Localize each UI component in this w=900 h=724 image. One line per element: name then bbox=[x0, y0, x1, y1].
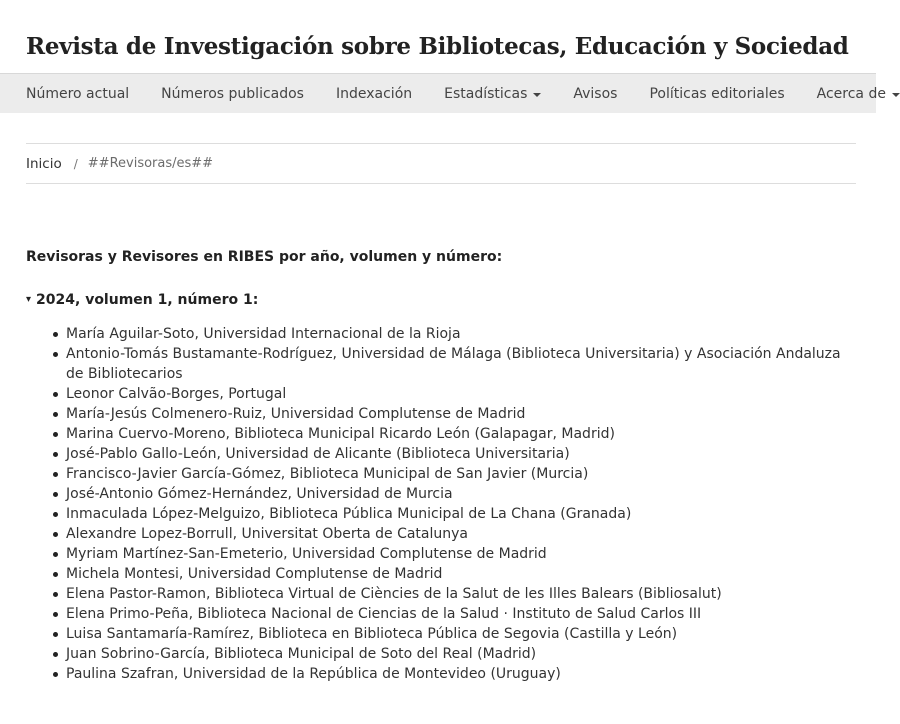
nav-item-acerca-de[interactable]: Acerca de bbox=[817, 86, 900, 102]
nav-list bbox=[26, 74, 900, 113]
year-section-title: 2024, volumen 1, número 1: bbox=[36, 292, 259, 308]
reviewer-item: María-Jesús Colmenero-Ruiz, Universidad Complutense de Madrid bbox=[66, 404, 856, 424]
nav-item-estadisticas[interactable]: Estadísticas bbox=[444, 86, 541, 102]
reviewer-item: Paulina Szafran, Universidad de la República de Montevideo (Uruguay) bbox=[66, 664, 856, 684]
expanded-triangle-icon: ▾ bbox=[26, 294, 32, 305]
page-intro: Revisoras y Revisores en RIBES por año, volumen y número: bbox=[26, 249, 503, 265]
reviewer-item: María Aguilar-Soto, Universidad Internacional de la Rioja bbox=[66, 324, 856, 344]
breadcrumb-current: ##Revisoras/es## bbox=[87, 156, 214, 171]
caret-down-icon bbox=[892, 93, 900, 97]
reviewer-item: Leonor Calvão-Borges, Portugal bbox=[66, 384, 856, 404]
main-nav bbox=[0, 73, 886, 113]
year-section bbox=[26, 290, 856, 684]
reviewer-item: Francisco-Javier García-Gómez, Biblioteca Municipal de San Javier (Murcia) bbox=[66, 464, 856, 484]
reviewer-item: José-Antonio Gómez-Hernández, Universidad de Murcia bbox=[66, 484, 856, 504]
reviewer-item: Luisa Santamaría-Ramírez, Biblioteca en Biblioteca Pública de Segovia (Castilla y León) bbox=[66, 624, 856, 644]
nav-item-numero-actual[interactable]: Número actual bbox=[26, 85, 130, 102]
site-header bbox=[0, 0, 876, 72]
reviewer-list bbox=[26, 324, 856, 684]
reviewer-item: Elena Pastor-Ramon, Biblioteca Virtual de Ciències de la Salut de les Illes Balears (Bibliosalut) bbox=[66, 584, 856, 604]
nav-item-numeros-publicados[interactable]: Números publicados bbox=[161, 85, 304, 102]
nav-item-avisos[interactable]: Avisos bbox=[573, 85, 618, 102]
reviewer-item: Myriam Martínez-San-Emeterio, Universidad Complutense de Madrid bbox=[66, 544, 856, 564]
reviewer-item: Alexandre Lopez-Borrull, Universitat Oberta de Catalunya bbox=[66, 524, 856, 544]
year-section-toggle[interactable] bbox=[26, 290, 856, 310]
site-title[interactable]: Revista de Investigación sobre Bibliotecas, Educación y Sociedad bbox=[26, 33, 849, 60]
page-content bbox=[26, 247, 856, 684]
reviewer-item: Michela Montesi, Universidad Complutense de Madrid bbox=[66, 564, 856, 584]
reviewer-item: Juan Sobrino-García, Biblioteca Municipal de Soto del Real (Madrid) bbox=[66, 644, 856, 664]
reviewer-item: Elena Primo-Peña, Biblioteca Nacional de Ciencias de la Salud · Instituto de Salud Carlos III bbox=[66, 604, 856, 624]
nav-item-indexacion[interactable]: Indexación bbox=[335, 85, 413, 102]
breadcrumb-separator: / bbox=[73, 156, 78, 171]
reviewer-item: Marina Cuervo-Moreno, Biblioteca Municipal Ricardo León (Galapagar, Madrid) bbox=[66, 424, 856, 444]
reviewer-item: José-Pablo Gallo-León, Universidad de Alicante (Biblioteca Universitaria) bbox=[66, 444, 856, 464]
reviewer-item: Antonio-Tomás Bustamante-Rodríguez, Universidad de Málaga (Biblioteca Universitaria) y Asociación Andaluza de Bibliotecarios bbox=[66, 344, 856, 384]
reviewer-item: Inmaculada López-Melguizo, Biblioteca Pública Municipal de La Chana (Granada) bbox=[66, 504, 856, 524]
nav-item-politicas-editoriales[interactable]: Políticas editoriales bbox=[649, 85, 785, 102]
breadcrumb bbox=[26, 143, 856, 184]
breadcrumb-home-link[interactable]: Inicio bbox=[26, 155, 62, 172]
caret-down-icon bbox=[533, 93, 541, 97]
